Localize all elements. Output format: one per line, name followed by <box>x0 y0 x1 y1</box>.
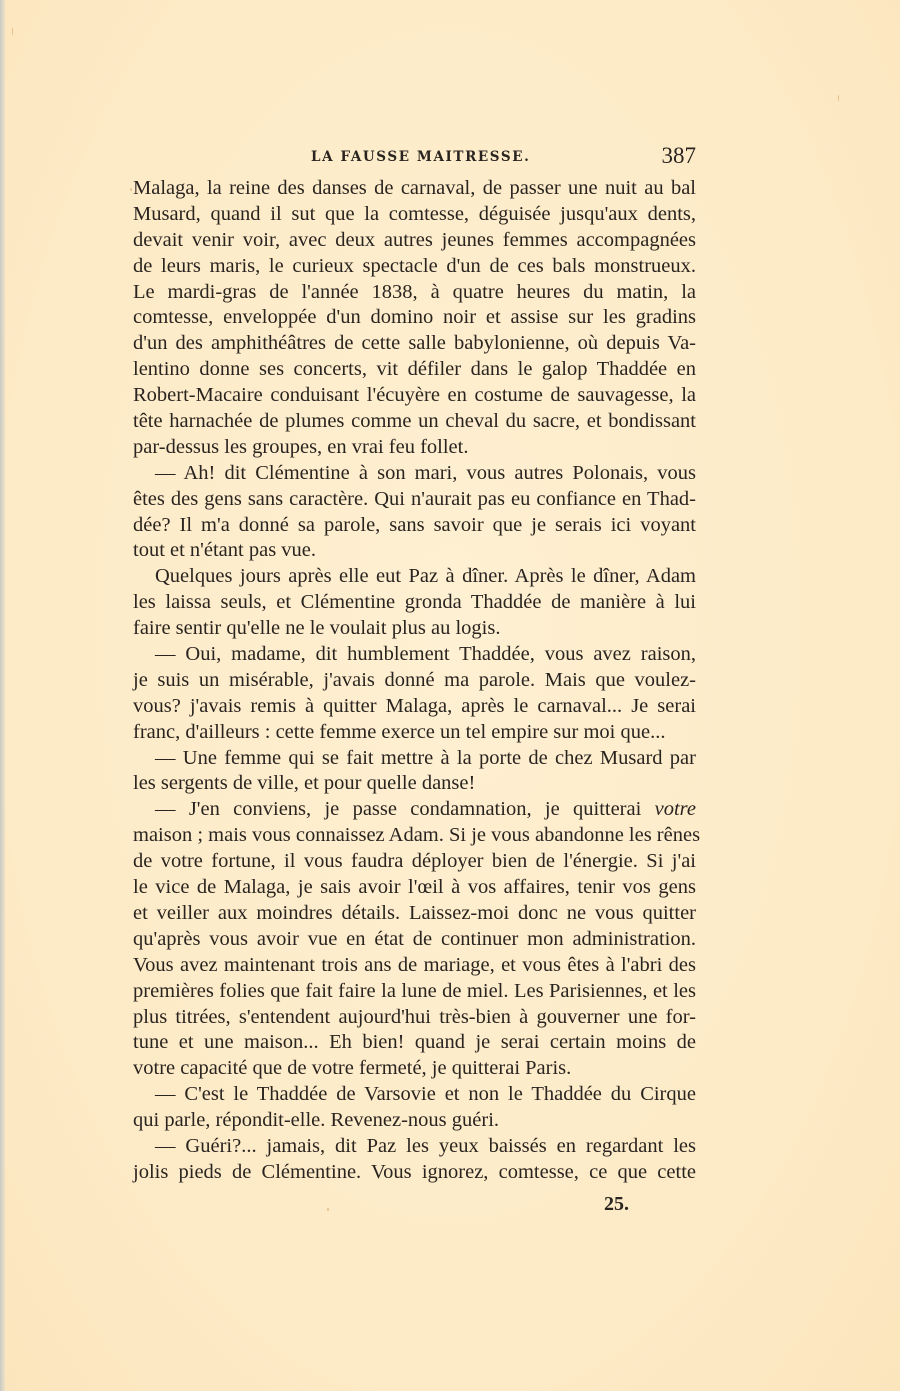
text-line: tout et n'étant pas vue. <box>133 539 317 562</box>
signature-mark: 25. <box>604 1193 629 1215</box>
paper-speck <box>327 1208 329 1211</box>
paper-speck <box>130 188 132 191</box>
text-line: par-dessus les groupes, en vrai feu follet. <box>133 435 469 458</box>
text-line: premières folies que fait faire la lune de miel. Les Parisiennes, et les <box>133 979 696 1002</box>
text-line: faire sentir qu'elle ne le voulait plus au logis. <box>133 617 501 640</box>
text-line: — Guéri?... jamais, dit Paz les yeux baissés en regardant les <box>155 1134 696 1157</box>
text-line: Le mardi-gras de l'année 1838, à quatre heures du matin, la <box>133 280 696 303</box>
text-line: tête harnachée de plumes comme un cheval du sacre, et bondissant <box>133 410 696 433</box>
text-line: êtes des gens sans caractère. Qui n'aurait pas eu confiance en Thad- <box>133 487 696 510</box>
text-line: — Une femme qui se fait mettre à la porte de chez Musard par <box>155 746 696 769</box>
text-line: je suis un misérable, j'avais donné ma parole. Mais que voulez- <box>133 668 696 691</box>
text-line: — C'est le Thaddée de Varsovie et non le Thaddée du Cirque <box>155 1083 696 1106</box>
text-line: franc, d'ailleurs : cette femme exerce un tel empire sur moi que... <box>133 720 666 743</box>
text-line: — Oui, madame, dit humblement Thaddée, vous avez raison, <box>155 643 696 666</box>
text-line: de leurs maris, le curieux spectacle d'un de ces bals monstrueux. <box>133 254 696 277</box>
text-line: tune et une maison... Eh bien! quand je serai certain moins de <box>133 1031 696 1054</box>
text-line: Vous avez maintenant trois ans de mariage, et vous êtes à l'abri des <box>133 953 696 976</box>
text-line: qu'après vous avoir vue en état de continuer mon administration. <box>133 927 696 950</box>
text-line: votre capacité que de votre fermeté, je quitterai Paris. <box>133 1057 572 1080</box>
text-line: — J'en conviens, je passe condamnation, je quitterai votre <box>155 798 697 821</box>
text-line: d'un des amphithéâtres de cette salle babylonienne, où depuis Va- <box>133 332 696 355</box>
text-line: Malaga, la reine des danses de carnaval, de passer une nuit au bal <box>133 177 696 199</box>
text-line: devait venir voir, avec deux autres jeunes femmes accompagnées <box>133 228 696 251</box>
text-line: plus titrées, s'entendent aujourd'hui très-bien à gouverner une for- <box>133 1005 696 1028</box>
paper-speck <box>12 28 13 35</box>
text-line: jolis pieds de Clémentine. Vous ignorez, comtesse, ce que cette <box>133 1160 696 1183</box>
text-line: lentino donne ses concerts, vit défiler dans le galop Thaddée en <box>133 358 696 381</box>
italic-emphasis: votre <box>654 798 697 821</box>
text-line: Musard, quand il sut que la comtesse, déguisée jusqu'aux dents, <box>133 202 696 225</box>
paper-speck <box>838 95 839 101</box>
text-line: maison ; mais vous connaissez Adam. Si je vous abandonne les rênes <box>133 824 701 847</box>
text-line: qui parle, répondit-elle. Revenez-nous guéri. <box>133 1109 500 1132</box>
text-line: comtesse, enveloppée d'un domino noir et assise sur les gradins <box>133 306 696 329</box>
page-edge-shadow <box>0 0 5 1391</box>
text-line: le vice de Malaga, je sais avoir l'œil à vos affaires, tenir vos gens <box>133 876 696 899</box>
text-line: et veiller aux moindres détails. Laissez-moi donc ne vous quitter <box>133 901 696 924</box>
text-line: Robert-Macaire conduisant l'écuyère en costume de sauvagesse, la <box>133 384 696 407</box>
text-line: les laissa seuls, et Clémentine gronda Thaddée de manière à lui <box>133 591 696 614</box>
text-line: — Ah! dit Clémentine à son mari, vous autres Polonais, vous <box>155 461 696 484</box>
page-header <box>133 143 696 173</box>
text-line: vous? j'avais remis à quitter Malaga, après le carnaval... Je serai <box>133 694 696 717</box>
body-text <box>133 176 701 1186</box>
text-line: de votre fortune, il vous faudra déployer bien de l'énergie. Si j'ai <box>133 850 696 873</box>
text-line: les sergents de ville, et pour quelle danse! <box>133 772 476 795</box>
page-number: 387 <box>661 143 696 168</box>
text-line: dée? Il m'a donné sa parole, sans savoir que je serais ici voyant <box>133 513 696 536</box>
running-title: LA FAUSSE MAITRESSE. <box>311 149 531 165</box>
text-line: Quelques jours après elle eut Paz à dîner. Après le dîner, Adam <box>155 565 696 588</box>
